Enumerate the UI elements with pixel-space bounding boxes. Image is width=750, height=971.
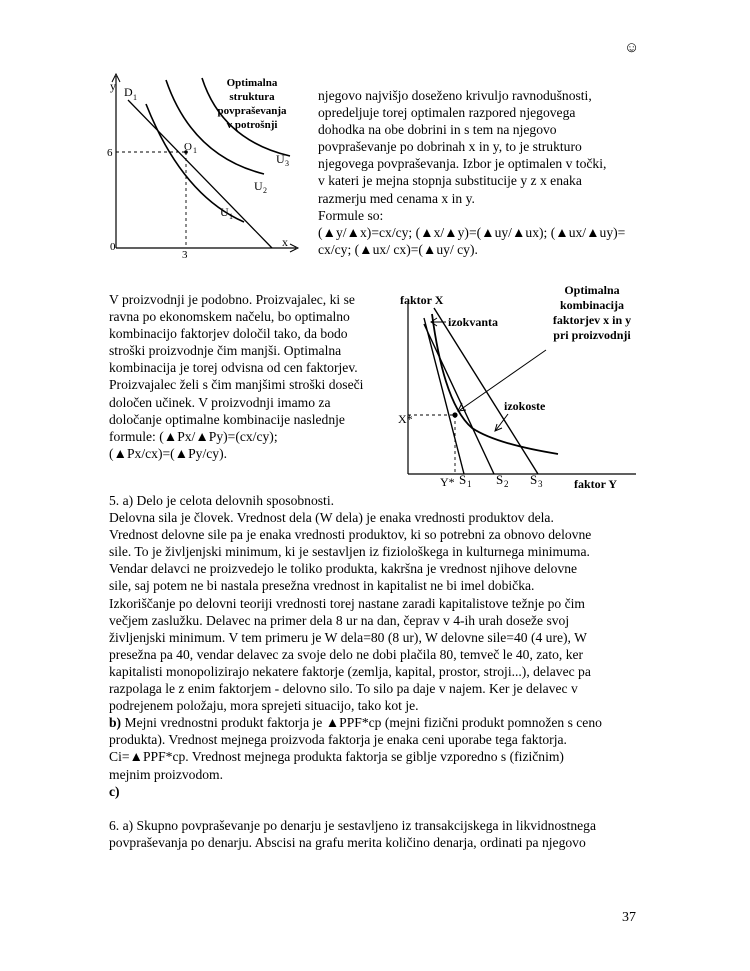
- budget-label: D: [124, 85, 133, 99]
- budget-sub: 1: [133, 93, 137, 102]
- fig2-title-line: kombinacija: [559, 298, 625, 312]
- curve-u2-label: U: [254, 179, 263, 193]
- y-axis-label: faktor X: [400, 293, 444, 307]
- y-tick: 6: [107, 147, 113, 159]
- paragraph-production: V proizvodnji je podobno. Proizvajalec, ki se ravna po ekonomskem načelu, bo optimalno kombinacijo faktorjev določil tako, da bodo stroški proizvodnje čim manjši. Optimalna kombinacija je torej odvisna od cen faktorjev. Proizvajalec želi s čim manjšimi stroški doseči določen učinek. V proizvodnji imamo za določanje optimalne kombinacije naslednje formule: (▲Px/▲Py)=(cx/cy); (▲Px/cx)=(▲Py/cy).: [109, 292, 364, 461]
- isocost-s2: [424, 324, 494, 474]
- curve-u3-sub: 3: [285, 159, 289, 168]
- point-sub: 1: [193, 146, 197, 155]
- s2-sub: 2: [504, 479, 509, 489]
- fig1-title-line: v potrošnji: [226, 119, 278, 131]
- x-axis-label: faktor Y: [574, 477, 617, 491]
- x-tick: 3: [182, 249, 188, 260]
- section-c-label: c): [109, 783, 120, 799]
- curve-u2-sub: 2: [263, 186, 267, 195]
- y-star-label: Y*: [440, 475, 455, 489]
- isoquant-label: izokvanta: [448, 315, 499, 329]
- s3-label: S: [530, 472, 538, 487]
- fig1-title-line: Optimalna: [226, 77, 278, 89]
- smiley-icon: ☺: [624, 40, 640, 56]
- y-axis-label: y: [110, 79, 116, 93]
- figure-producer-optimum: [396, 278, 651, 492]
- point-label: O: [184, 141, 192, 153]
- section-b-label: b): [109, 715, 122, 731]
- curve-u1-sub: 1: [229, 212, 233, 221]
- origin-label: 0: [110, 241, 116, 253]
- indifference-curve-u3: [202, 78, 290, 156]
- x-axis-label: x: [282, 235, 288, 249]
- figure-consumer-optimum: [104, 70, 314, 260]
- fig2-title-line: faktorjev x in y: [552, 313, 632, 327]
- fig1-title-line: povpraševanja: [217, 105, 287, 117]
- fig2-title-line: pri proizvodnji: [553, 328, 631, 342]
- paragraph-consumer: njegovo najvišjo doseženo krivuljo ravnodušnosti, opredeljuje torej optimalen razpored njegovega dohodka na obe dobrini in s tem na njegovo povpraševanje po dobrinah x in y, to je strukturo njegovega povpraševanja. Izbor je optimalen v točki, v kateri je mejna stopnja substitucije y z x enaka razmerju med cenama x in y. Formule so: (▲y/▲x)=cx/cy; (▲x/▲y)=(▲uy/▲ux); (▲ux/▲uy)= cx/cy; (▲ux/ cx)=(▲uy/ cy).: [318, 88, 626, 257]
- s2-label: S: [496, 472, 504, 487]
- s1-sub: 1: [467, 479, 472, 489]
- fig1-title-line: struktura: [229, 91, 275, 103]
- fig2-title-line: Optimalna: [564, 283, 620, 297]
- curve-u1-label: U: [220, 205, 229, 219]
- isocost-label: izokoste: [504, 399, 546, 413]
- optimum-point: [452, 412, 457, 417]
- x-star-label: X*: [398, 412, 413, 426]
- s3-sub: 3: [538, 479, 543, 489]
- curve-u3-label: U: [276, 152, 285, 166]
- s1-label: S: [459, 472, 467, 487]
- body-text: 5. a) Delo je celota delovnih sposobnosti. Delovna sila je človek. Vrednost dela (W dela) je enaka vrednosti produktov dela. Vrednost delovne sile pa je enaka vrednosti produktov, ki so potrebni za obnovo delovne sile. To je življenjski minimum, ki je sestavljen iz fiziološkega in kulturnega minimuma. Vendar delavci ne proizvedejo le toliko produkta, kakršna je vrednost njihove delovne sile, saj potem ne bi nastala presežna vrednost in kapitalist ne bi imel dobička. Izkoriščanje po delovni teoriji vrednosti torej nastane zaradi kapitalistove težnje po čim večjem zaslužku. Delavec na primer dela 8 ur na dan, čeprav v 4-ih urah doseže svoj življenjski minimum. V tem primeru je W dela=80 (8 ur), W delovne sile=40 (4 ure), W presežna pa 40, vendar delavec za svoje delo ne dobi plačila 80, temveč le 40, zato, ker kapitalisti monopolizirajo nekatere faktorje (zemlja, kapital, prostor, stroji...), delavec pa razpolaga le z enim faktorjem - delovno silo. To silo pa daje v najem. Ker je delavec v podrejenem položaju, mora sprejeti situacijo, tako kot je. b) Mejni vrednostni produkt faktorja je ▲PPF*cp (mejni fizični produkt pomnožen s ceno produkta). Vrednost mejnega proizvoda faktorja je enaka ceni uporabe tega faktorja. Ci=▲PPF*cp. Vrednost mejnega produkta faktorja se giblje vzporedno s (fizičnim) mejnim proizvodom. c) 6. a) Skupno povpraševanje po denarju je sestavljeno iz transakcijskega in likvidnostnega povpraševanja po denarju. Abscisi na grafu merita količino denarja, ordinati pa njegovo: [109, 493, 602, 850]
- page-number: 37: [622, 910, 636, 925]
